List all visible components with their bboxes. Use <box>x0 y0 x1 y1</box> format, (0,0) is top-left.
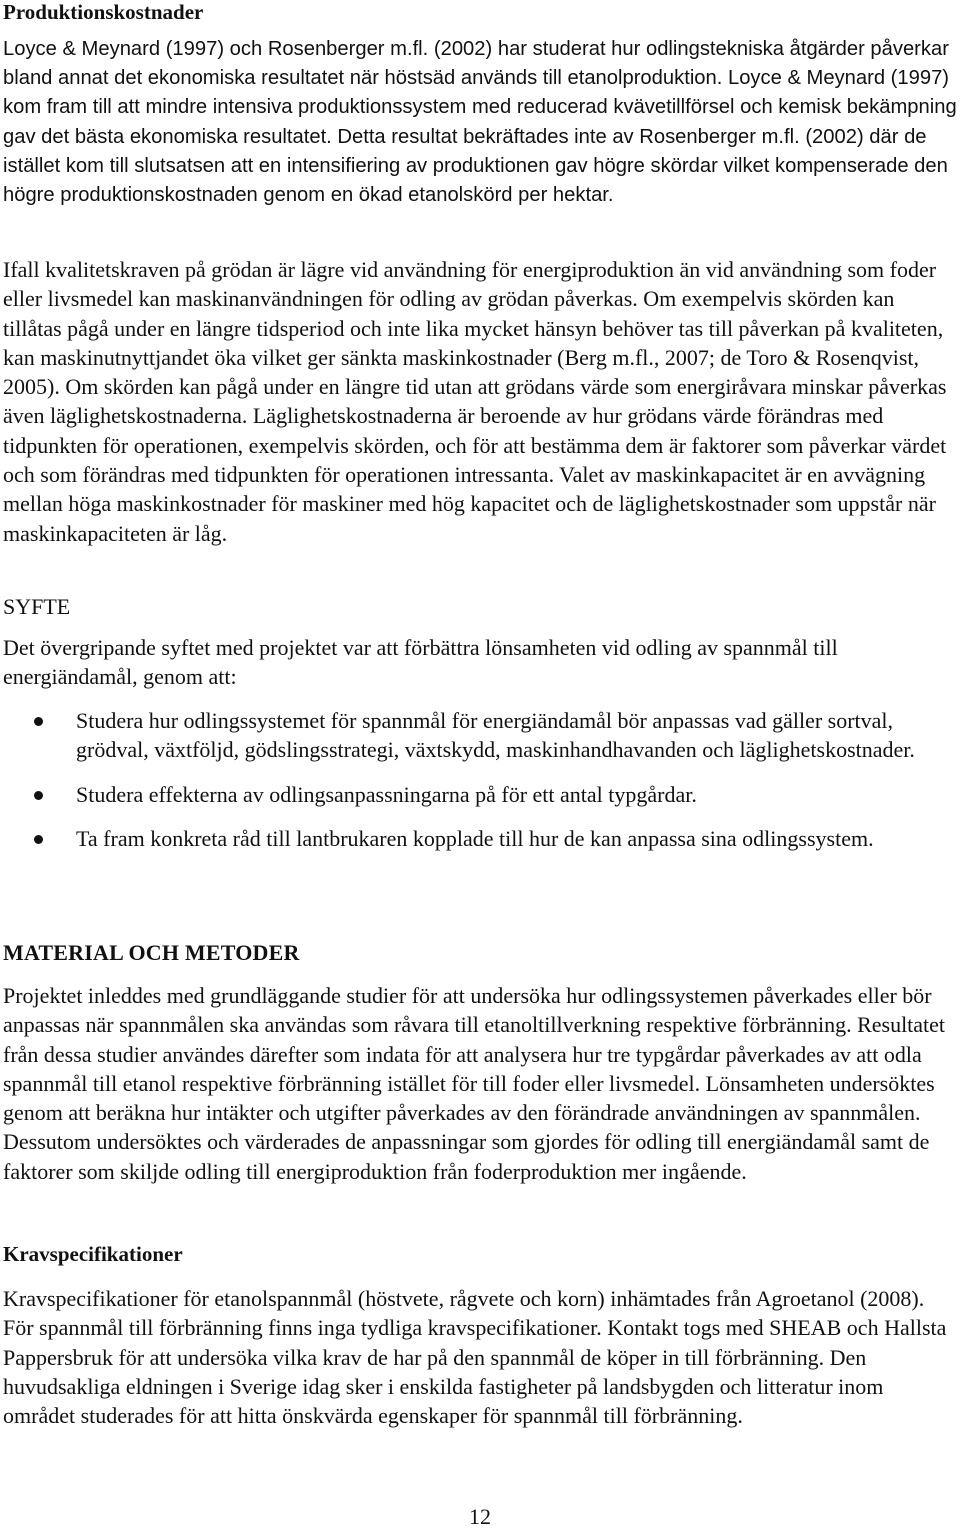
paragraph-production-intro: Loyce & Meynard (1997) och Rosenberger m.fl. (2002) har studerat hur odlingstekniska åtgärder påverkar bland annat det ekonomiska resultatet när höstsäd används till etanolproduktion. Loyce & Meynard (1997) kom fram till att mindre intensiva produktionssystem med reducerad kvävetillförsel och kemisk bekämpning gav det bästa ekonomiska resultatet. Detta resultat bekräftades inte av Rosenberger m.fl. (2002) där de istället kom till slutsatsen att en intensifiering av produktionen gav högre skördar vilket kompenserade den högre produktionskostnaden genom en ökad etanolskörd per hektar. <box>3 38 957 207</box>
bullet-icon <box>34 717 43 726</box>
list-item <box>0 824 941 853</box>
paragraph-purpose: Det övergripande syftet med projektet var att förbättra lönsamheten vid odling av spannmål till energiändamål, genom att: <box>3 635 838 690</box>
goal-text: Studera effekterna av odlingsanpassningarna på för ett antal typgårdar. <box>76 781 697 807</box>
paragraph-methods: Projektet inleddes med grundläggande studier för att undersöka hur odlingssystemen påverkades eller bör anpassas när spannmålen ska användas som råvara till etanoltillverkning respektive förbränning. Resultatet från dessa studier användes därefter som indata för att analysera hur tre typgårdar påverkades av att odla spannmål till etanol respektive förbränning istället för till foder eller livsmedel. Lönsamheten undersöktes genom att beräkna hur intäkter och utgifter påverkades av den förändrade användningen av spannmålen. Dessutom undersöktes och värderades de anpassningar som gjordes för odling till energiändamål samt de faktorer som skiljde odling till energiproduktion från foderproduktion mer ingående. <box>3 983 946 1184</box>
paragraph-requirements: Kravspecifikationer för etanolspannmål (höstvete, rågvete och korn) inhämtades från Agroetanol (2008). För spannmål till förbränning finns inga tydliga kravspecifikationer. Kontakt togs med SHEAB och Hallsta Pappersbruk för att undersöka vilka krav de har på den spannmål de köper in till förbränning. Den huvudsakliga eldningen i Sverige idag sker i enskilda fastigheter på landsbygden och litteratur inom området studerades för att hitta önskvärda egenskaper för spannmål till förbränning. <box>3 1286 947 1429</box>
list-item <box>0 706 941 765</box>
heading-syfte: SYFTE <box>3 594 71 619</box>
heading-material-och-metoder: MATERIAL OCH METODER <box>3 940 300 965</box>
goal-text: Studera hur odlingssystemet för spannmål för energiändamål bör anpassas vad gäller sortval, grödval, växtföljd, gödslingsstrategi, växtskydd, maskinhandhavanden och läglighetskostnader. <box>76 708 915 763</box>
bullet-icon <box>34 835 43 844</box>
page-number: 12 <box>469 1504 491 1529</box>
goal-text: Ta fram konkreta råd till lantbrukaren kopplade till hur de kan anpassa sina odlingssystem. <box>76 825 874 851</box>
purpose-goal-list <box>0 706 958 853</box>
heading-kravspecifikationer: Kravspecifikationer <box>3 1242 183 1266</box>
bullet-icon <box>34 791 43 800</box>
list-item <box>0 780 941 809</box>
paragraph-quality-requirements: Ifall kvalitetskraven på grödan är lägre vid användning för energiproduktion än vid användning som foder eller livsmedel kan maskinanvändningen för odling av grödan påverkas. Om exempelvis skörden kan tillåtas pågå under en längre tidsperiod och inte lika mycket hänsyn behöver tas till påverkan på kvaliteten, kan maskinutnyttjandet öka vilket ger sänkta maskinkostnader (Berg m.fl., 2007; de Toro & Rosenqvist, 2005). Om skörden kan pågå under en längre tid utan att grödans värde som energiråvara minskar påverkas även läglighetskostnaderna. Läglighetskostnaderna är beroende av hur grödans värde förändras med tidpunkten för operationen, exempelvis skörden, och för att bestämma dem är faktorer som påverkar värdet och som förändras med tidpunkten för operationen intressanta. Valet av maskinkapacitet är en avvägning mellan höga maskinkostnader för maskiner med hög kapacitet och de läglighetskostnader som uppstår när maskinkapaciteten är låg. <box>3 257 947 546</box>
heading-produktionskostnader: Produktionskostnader <box>3 0 204 24</box>
